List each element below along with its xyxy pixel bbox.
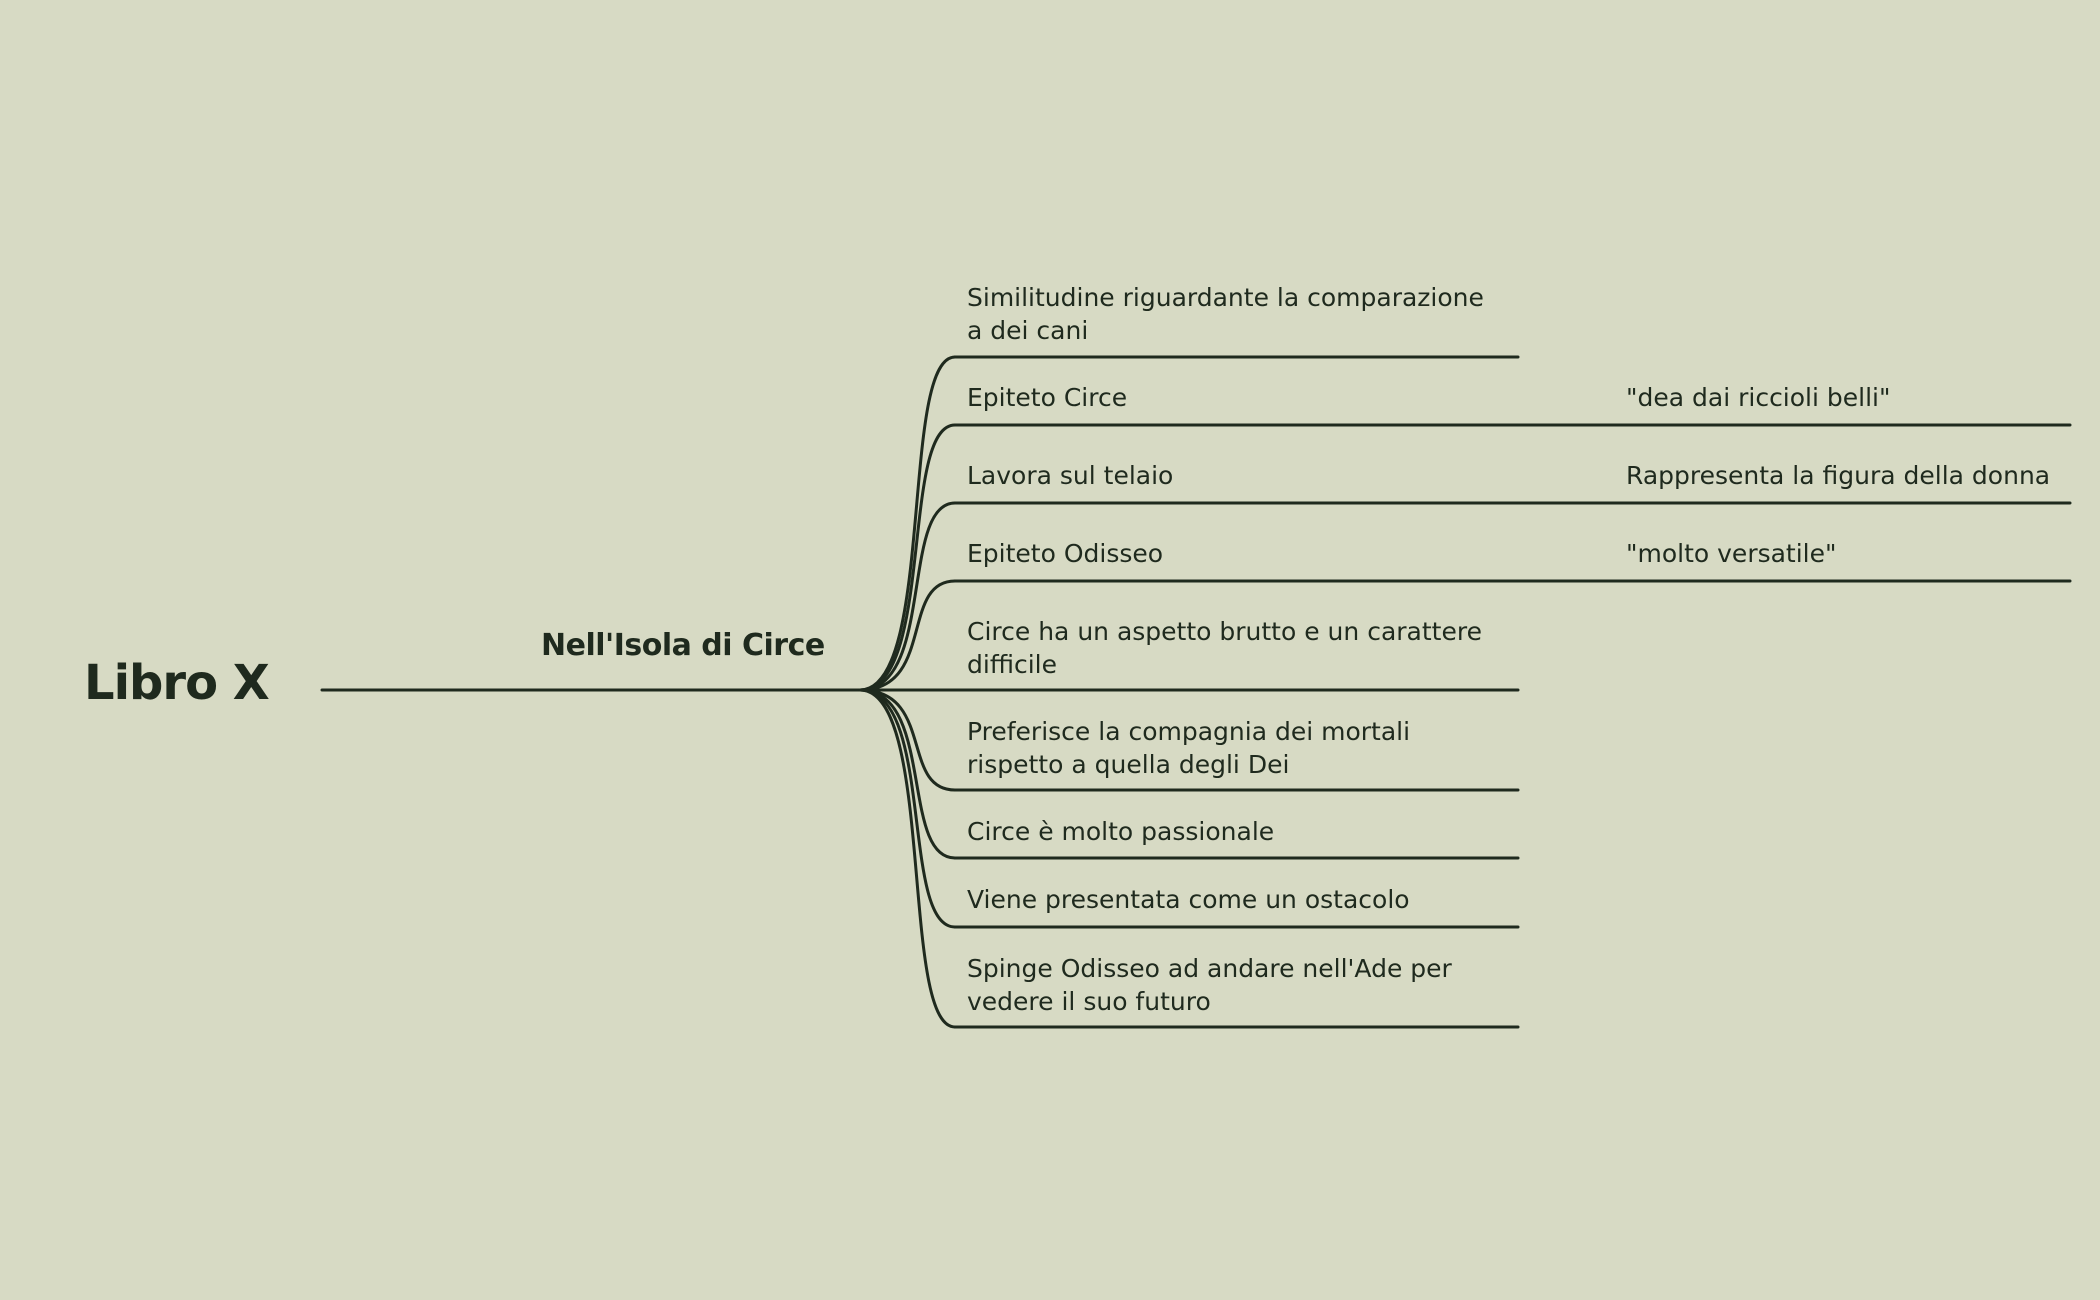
- leaf-node[interactable]: "dea dai riccioli belli": [1626, 383, 1891, 412]
- branch-node[interactable]: Similitudine riguardante la comparazione a dei cani: [967, 283, 1484, 345]
- leaf-node[interactable]: "molto versatile": [1626, 539, 1837, 568]
- branch-connector: [860, 690, 955, 927]
- branch-node[interactable]: Epiteto Odisseo: [967, 539, 1164, 568]
- branch-node[interactable]: Preferisce la compagnia dei mortali rispetto a quella degli Dei: [967, 717, 1411, 779]
- branch-node[interactable]: Spinge Odisseo ad andare nell'Ade per vedere il suo futuro: [967, 954, 1452, 1016]
- branch-connector: [860, 425, 955, 690]
- branch-node[interactable]: Viene presentata come un ostacolo: [967, 885, 1410, 914]
- branch-connector: [860, 690, 955, 858]
- root-node[interactable]: Libro X: [84, 655, 269, 711]
- branch-node[interactable]: Lavora sul telaio: [967, 461, 1174, 490]
- main-topic-node[interactable]: Nell'Isola di Circe: [541, 628, 825, 663]
- branch-node[interactable]: Circe è molto passionale: [967, 817, 1275, 846]
- leaf-node[interactable]: Rappresenta la figura della donna: [1626, 461, 2051, 490]
- branch-node[interactable]: Circe ha un aspetto brutto e un carattere difficile: [967, 617, 1482, 679]
- branch-node[interactable]: Epiteto Circe: [967, 383, 1128, 412]
